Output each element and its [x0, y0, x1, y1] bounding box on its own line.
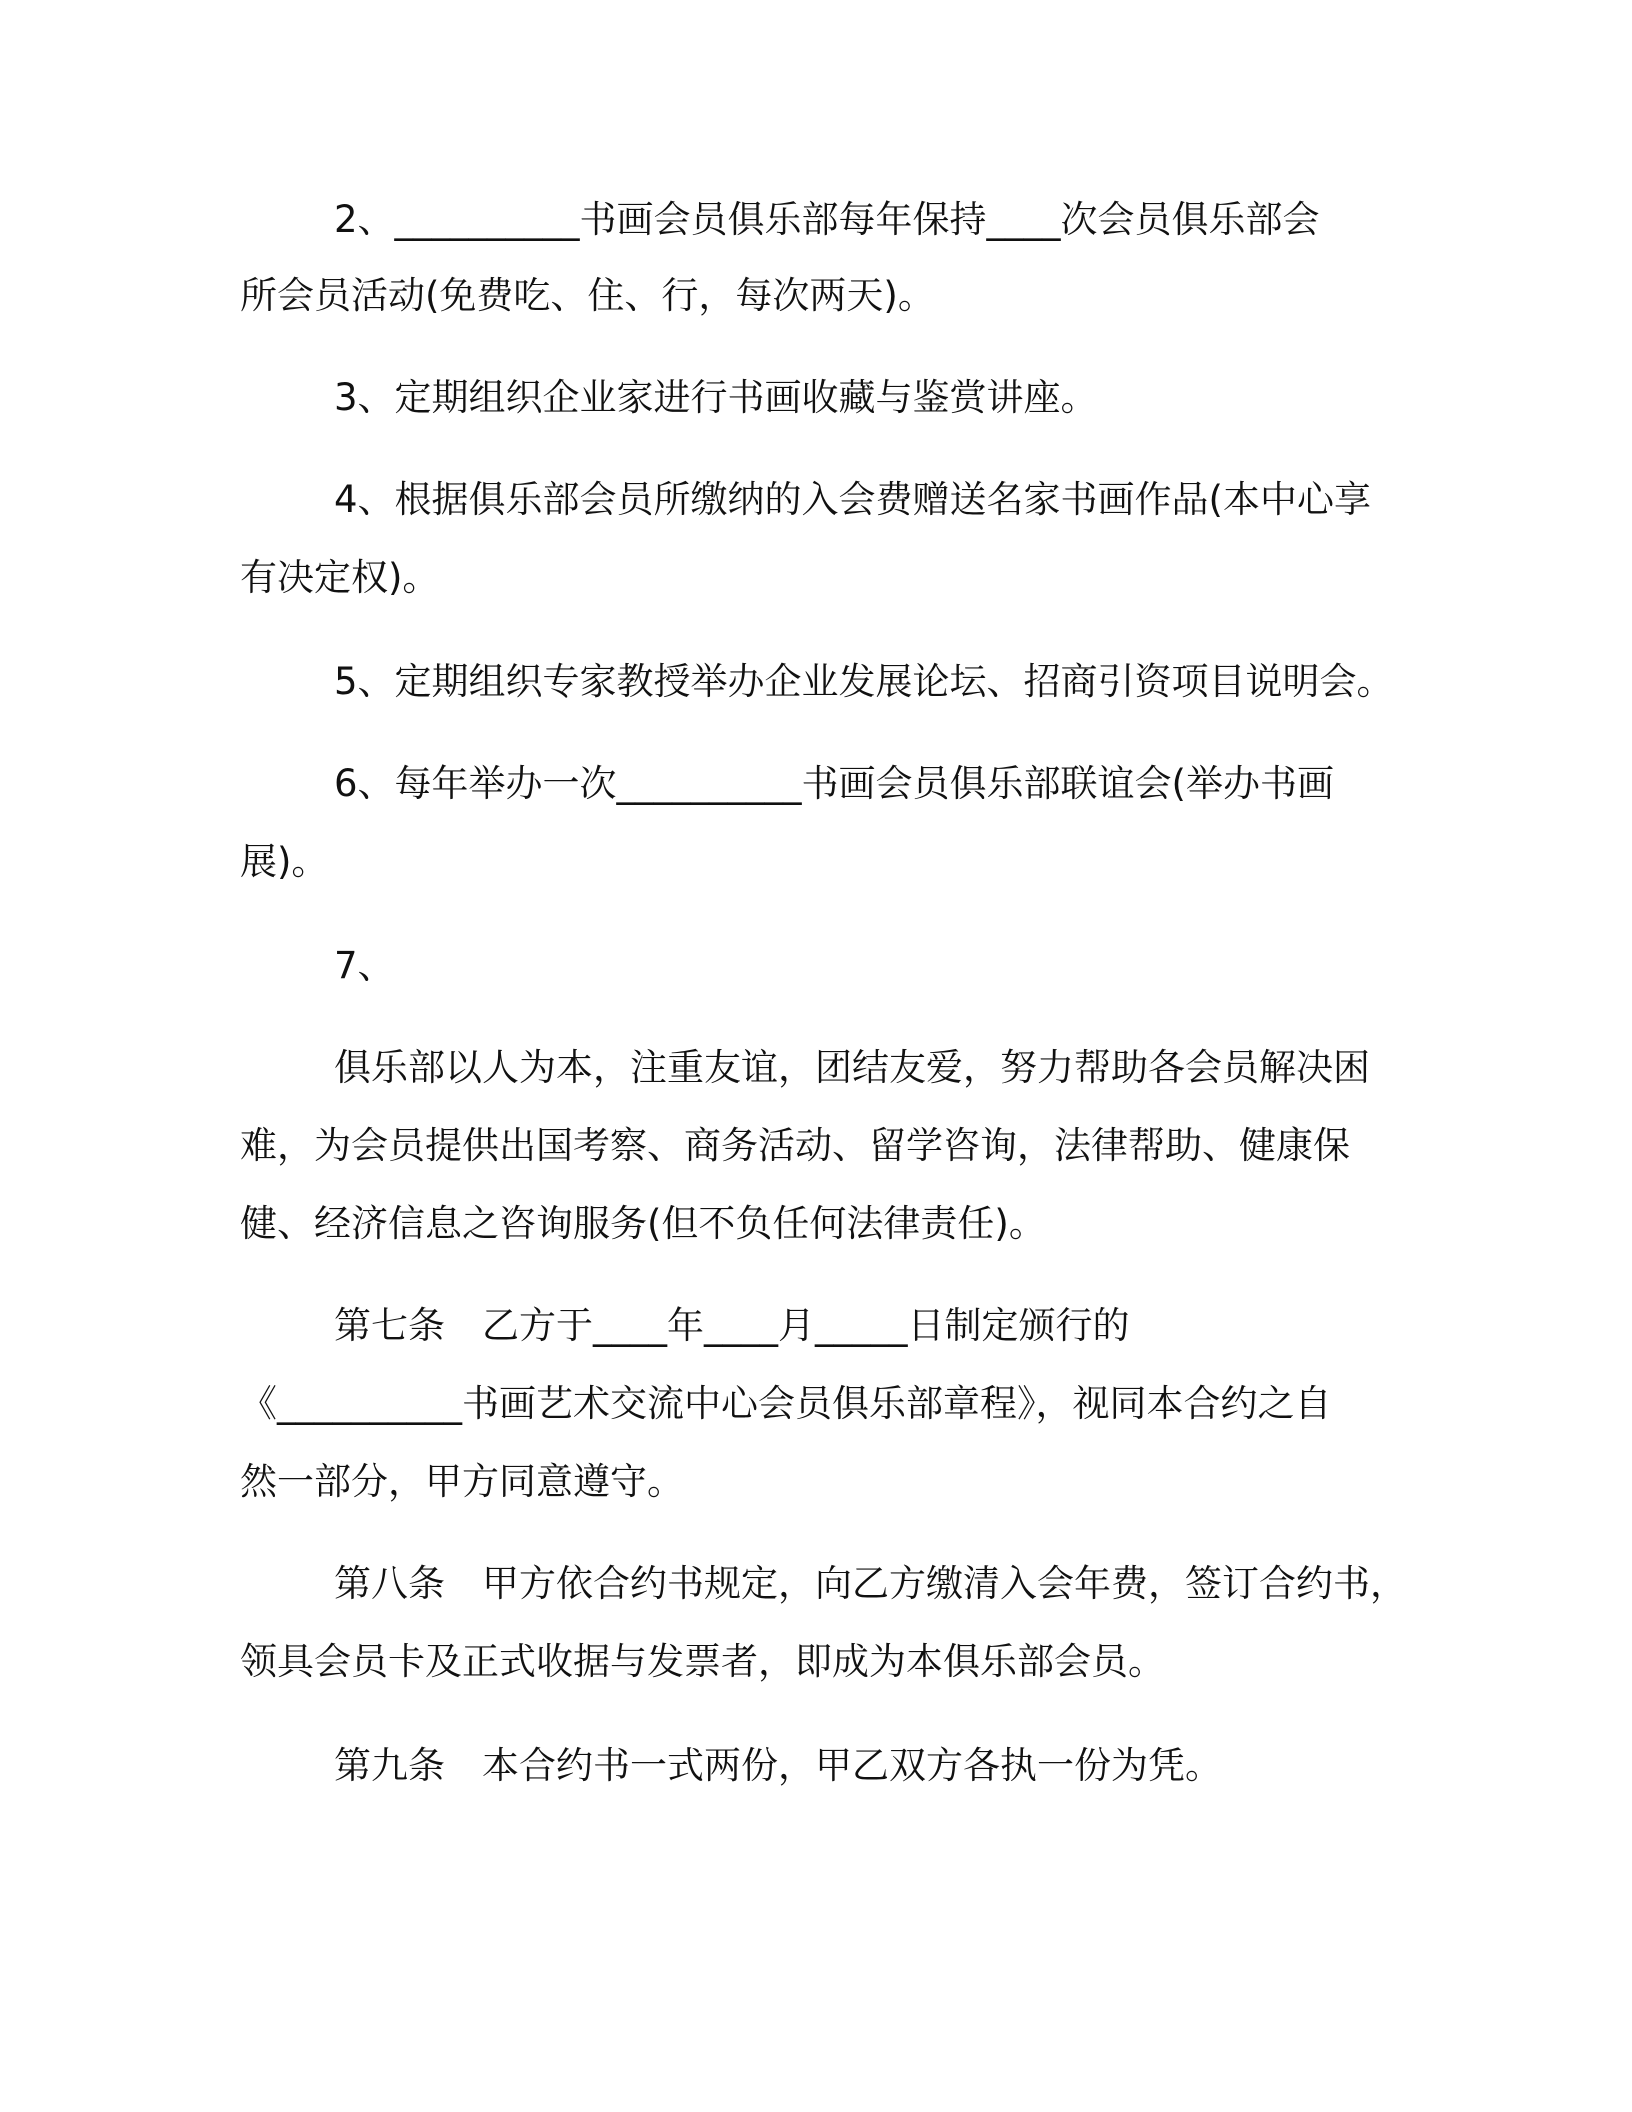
text-line-article7-b: 《__________书画艺术交流中心会员俱乐部章程》，视同本合约之自	[240, 1382, 1332, 1425]
text-line-item4-b: 有决定权)。	[240, 556, 440, 599]
text-line-article8-a: 第八条 甲方依合约书规定，向乙方缴清入会年费，签订合约书，	[334, 1562, 1407, 1605]
text-line-club-c: 健、经济信息之咨询服务(但不负任何法律责任)。	[240, 1202, 1046, 1245]
text-line-article8-b: 领具会员卡及正式收据与发票者，即成为本俱乐部会员。	[240, 1640, 1165, 1683]
text-line-club-b: 难，为会员提供出国考察、商务活动、留学咨询，法律帮助、健康保	[240, 1124, 1350, 1167]
text-line-item4-a: 4、根据俱乐部会员所缴纳的入会费赠送名家书画作品(本中心享	[334, 478, 1371, 521]
text-line-item3: 3、定期组织企业家进行书画收藏与鉴赏讲座。	[334, 376, 1098, 419]
text-line-article7-c: 然一部分，甲方同意遵守。	[240, 1460, 684, 1503]
text-line-club-a: 俱乐部以人为本，注重友谊，团结友爱，努力帮助各会员解决困	[334, 1046, 1370, 1089]
text-line-item6-b: 展)。	[240, 840, 329, 883]
text-line-item5: 5、定期组织专家教授举办企业发展论坛、招商引资项目说明会。	[334, 660, 1394, 703]
text-line-item7: 7、	[334, 944, 395, 987]
text-line-article7-a: 第七条 乙方于____年____月_____日制定颁行的	[334, 1304, 1130, 1347]
text-line-item2-a: 2、__________书画会员俱乐部每年保持____次会员俱乐部会	[334, 198, 1320, 241]
text-line-item6-a: 6、每年举办一次__________书画会员俱乐部联谊会(举办书画	[334, 762, 1334, 805]
text-line-article9: 第九条 本合约书一式两份，甲乙双方各执一份为凭。	[334, 1744, 1222, 1787]
text-line-item2-b: 所会员活动(免费吃、住、行，每次两天)。	[240, 274, 935, 317]
